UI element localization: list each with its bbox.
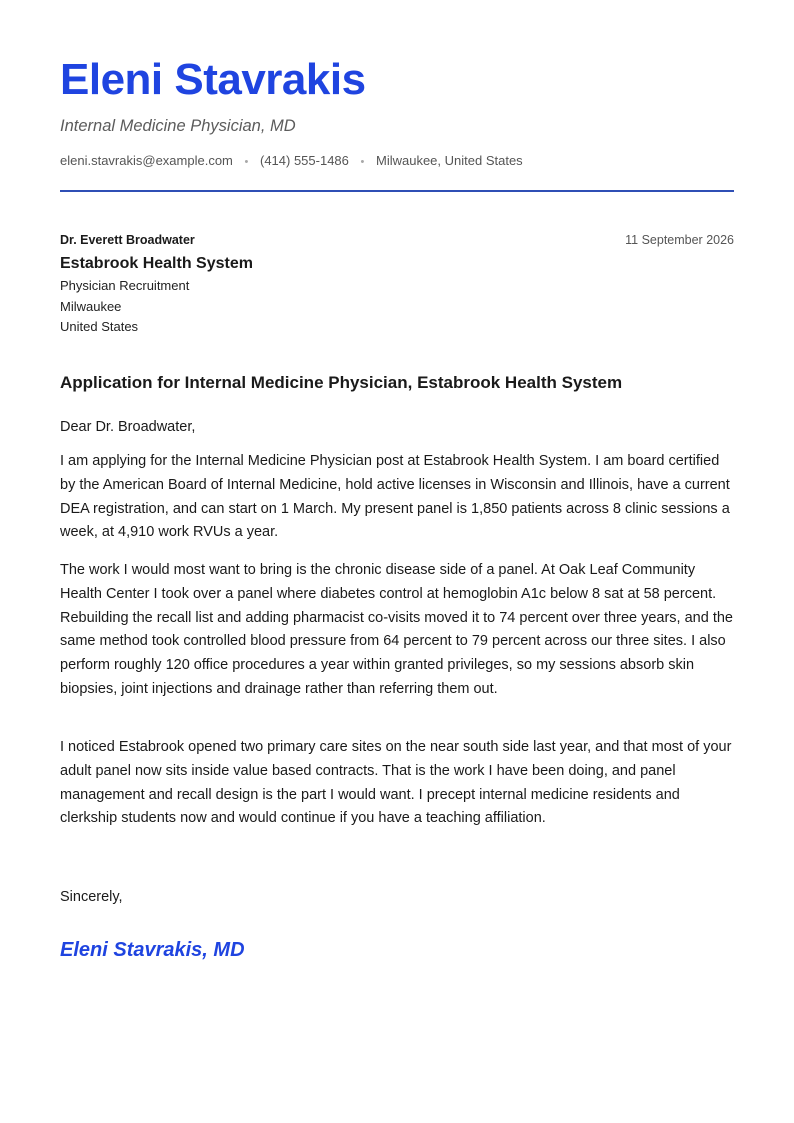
applicant-name: Eleni Stavrakis (60, 55, 366, 104)
contact-line (60, 152, 523, 171)
recipient-organization: Estabrook Health System (60, 255, 253, 272)
letter-closing: Sincerely, (60, 889, 123, 905)
applicant-title: Internal Medicine Physician, MD (60, 117, 296, 135)
recipient-name: Dr. Everett Broadwater (60, 233, 195, 247)
recipient-country: United States (60, 319, 139, 334)
letter-salutation: Dear Dr. Broadwater, (60, 419, 196, 435)
recipient-city: Milwaukee (60, 299, 122, 314)
body-paragraph: I am applying for the Internal Medicine Physician post at Estabrook Health System. I am board certified by the American Board of Internal Medicine, hold active licenses in Wisconsin and Illinois, have a current DEA registration, and can start on 1 March. My present panel is 1,850 patients across 8 clinic sessions a week, at 4,910 work RVUs a year. (60, 453, 730, 541)
contact-separator: • (360, 156, 365, 168)
contact-separator: • (244, 156, 249, 168)
body-paragraph: I noticed Estabrook opened two primary care sites on the near south side last year, and that most of your adult panel now sits inside value based contracts. That is the work I have been doing, and panel management and recall design is the part I would want. I precept internal medicine residents and clerkship students now and would continue if you have a teaching affiliation. (60, 739, 732, 827)
letter-subject: Application for Internal Medicine Physician, Estabrook Health System (60, 373, 623, 392)
header-divider (60, 190, 734, 192)
contact-location: Milwaukee, United States (376, 153, 523, 168)
contact-email[interactable]: eleni.stavrakis@example.com (60, 153, 233, 168)
body-paragraph: The work I would most want to bring is the chronic disease side of a panel. At Oak Leaf Community Health Center I took over a panel where diabetes control at hemoglobin A1c below 8 sat at 58 percent. Rebuilding the recall list and adding pharmacist co-visits moved it to 74 percent over three years, and the same method took controlled blood pressure from 64 percent to 79 percent across our three sites. I also perform roughly 120 office procedures a year within granted privileges, so my sessions absorb skin biopsies, joint injections and drainage rather than referring them out. (60, 562, 733, 697)
signature: Eleni Stavrakis, MD (60, 939, 245, 961)
letter-date: 11 September 2026 (625, 233, 734, 247)
recipient-department: Physician Recruitment (60, 278, 190, 293)
contact-phone[interactable]: (414) 555-1486 (259, 153, 349, 168)
